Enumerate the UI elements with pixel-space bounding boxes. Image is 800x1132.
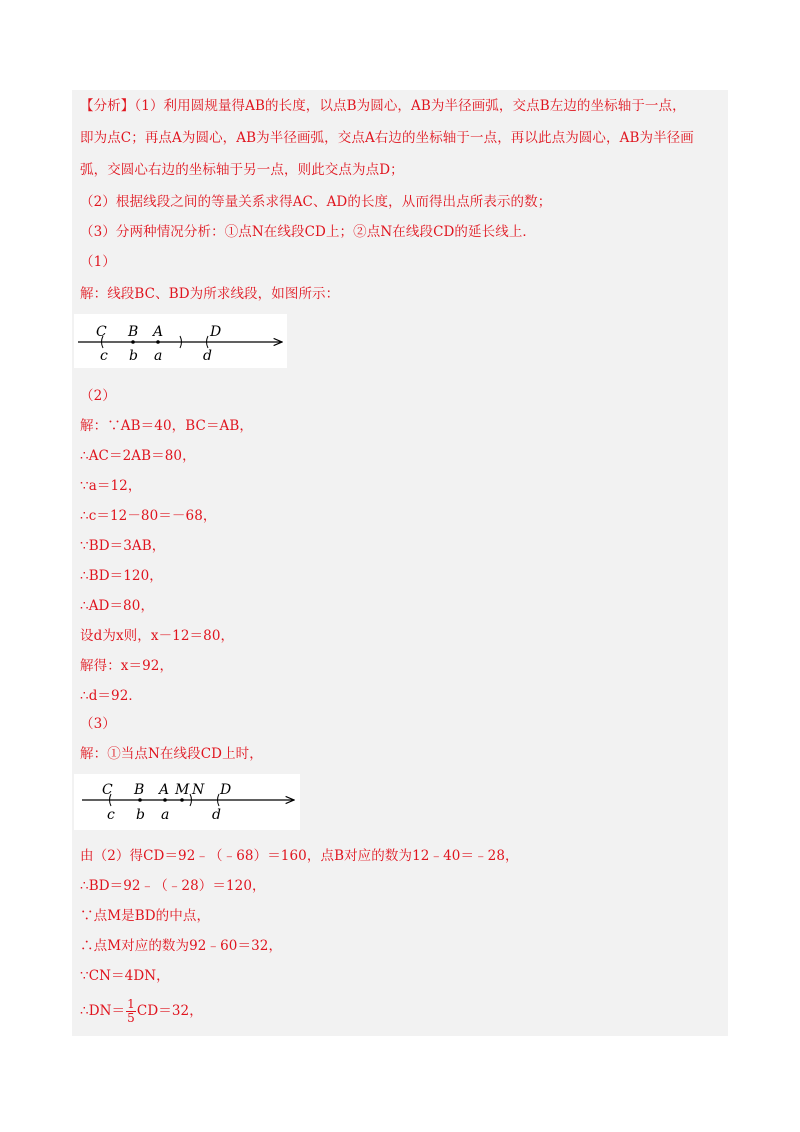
label-c: c (107, 807, 115, 823)
label-c: c (100, 348, 108, 364)
label-B: B (134, 782, 145, 798)
analysis-line-2: 即为点C；再点A为圆心，AB为半径画弧，交点A右边的坐标轴于一点，再以此点为圆心，AB为半径画 (80, 130, 694, 146)
final-suffix: CD＝32， (136, 1003, 203, 1019)
part3-case1: 解：①当点N在线段CD上时， (80, 746, 263, 762)
part2-step: ∴AC＝2AB＝80， (80, 448, 196, 464)
analysis-line-1: 【分析】（1）利用圆规量得AB的长度，以点B为圆心，AB为半径画弧，交点B左边的坐标轴于一点， (80, 98, 686, 114)
label-A: A (159, 782, 170, 798)
label-D: D (210, 324, 222, 340)
part1-answer: 解：线段BC、BD为所求线段，如图所示： (80, 286, 340, 302)
label-N: N (192, 782, 205, 798)
part2-step: ∴c＝12－80＝－68， (80, 508, 217, 524)
part3-heading: （3） (80, 716, 116, 732)
analysis-line-5: （3）分两种情况分析：①点N在线段CD上；②点N在线段CD的延长线上． (80, 224, 537, 240)
point-b (138, 798, 142, 802)
label-b: b (136, 807, 145, 823)
fraction-numerator: 1 (127, 997, 135, 1011)
label-b: b (129, 348, 138, 364)
point-b (131, 340, 135, 344)
label-d: d (203, 348, 212, 364)
label-a: a (154, 348, 163, 364)
part3-step: ∴点M对应的数为92﹣60＝32， (80, 938, 283, 954)
point-a (156, 340, 160, 344)
label-M: M (175, 782, 190, 798)
part1-heading: （1） (80, 254, 116, 270)
part3-step: ∵CN＝4DN， (80, 968, 170, 984)
number-line-figure-2 (74, 774, 300, 830)
part2-step: ∴AD＝80， (80, 598, 155, 614)
label-D: D (220, 782, 232, 798)
part3-step: 由（2）得CD＝92﹣（﹣68）＝160，点B对应的数为12﹣40＝﹣28， (80, 848, 519, 864)
part2-step: ∵BD＝3AB， (80, 538, 166, 554)
part3-final-step (80, 996, 203, 1026)
label-C: C (96, 324, 107, 340)
point-a (163, 798, 167, 802)
part2-step: ∴d＝92． (80, 688, 143, 704)
part2-step: 设d为x则，x－12＝80， (80, 628, 235, 644)
part3-step: ∴BD＝92﹣（﹣28）＝120， (80, 878, 266, 894)
part2-step: 解：∵AB＝40，BC＝AB， (80, 418, 254, 434)
number-line-figure-1 (74, 314, 287, 368)
part3-step: ∵点M是BD的中点， (80, 908, 211, 924)
label-C: C (102, 782, 113, 798)
fraction-denominator: 5 (127, 1011, 135, 1025)
label-A: A (153, 324, 164, 340)
part2-heading: （2） (80, 388, 116, 404)
analysis-line-4: （2）根据线段之间的等量关系求得AC、AD的长度，从而得出点所表示的数； (80, 194, 552, 210)
part2-step: ∵a＝12， (80, 478, 142, 494)
part2-step: 解得：x＝92， (80, 658, 174, 674)
point-m (180, 798, 184, 802)
final-prefix: ∴DN＝ (80, 1003, 126, 1019)
fraction-one-fifth (126, 998, 136, 1025)
label-B: B (128, 324, 139, 340)
label-a: a (161, 807, 170, 823)
part2-step: ∴BD＝120， (80, 568, 163, 584)
label-d: d (212, 807, 221, 823)
analysis-line-3: 弧，交圆心右边的坐标轴于另一点，则此交点为点D； (80, 162, 404, 178)
